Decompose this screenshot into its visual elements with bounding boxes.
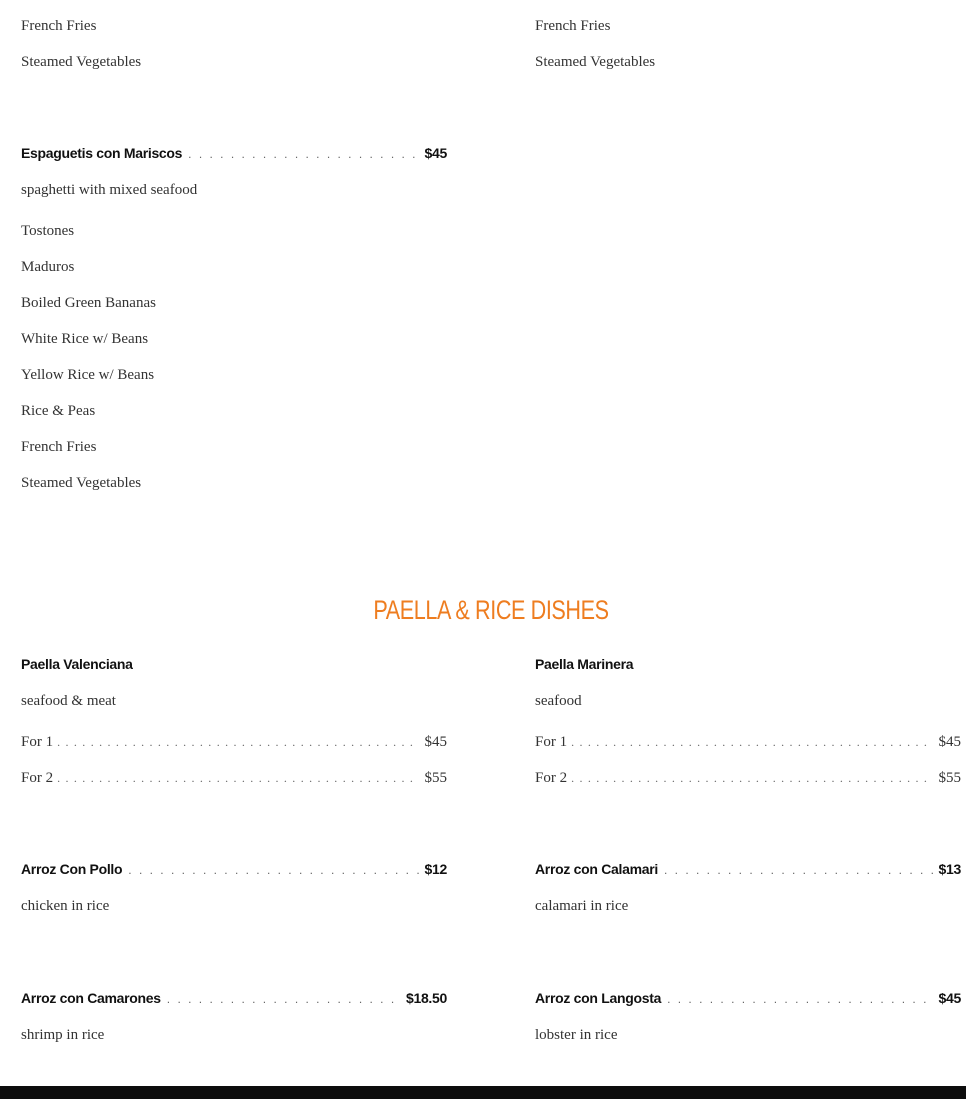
- side-item: Boiled Green Bananas: [21, 295, 156, 311]
- price-option: [535, 732, 961, 752]
- menu-item-arroz-con-calamari: [535, 859, 961, 880]
- option-label: For 2: [21, 770, 54, 786]
- option-price: $45: [424, 734, 447, 750]
- dot-leader: [128, 860, 418, 880]
- side-item: French Fries: [21, 18, 97, 34]
- price-option: [535, 768, 961, 788]
- side-item: Steamed Vegetables: [535, 54, 656, 70]
- menu-item-arroz-con-pollo: [21, 859, 447, 880]
- dot-leader: [57, 768, 416, 788]
- menu-item-name: Arroz Con Pollo: [21, 861, 123, 877]
- option-price: $55: [938, 770, 961, 786]
- dot-leader: [57, 732, 416, 752]
- menu-item-description: spaghetti with mixed seafood: [21, 182, 198, 198]
- dot-leader: [571, 768, 930, 788]
- menu-item-name: Arroz con Langosta: [535, 990, 662, 1006]
- menu-item-name: Arroz con Calamari: [535, 861, 658, 877]
- menu-item-arroz-con-camarones: [21, 988, 447, 1009]
- side-item: French Fries: [21, 439, 97, 455]
- menu-item-description: seafood & meat: [21, 693, 116, 709]
- side-item: Rice & Peas: [21, 403, 96, 419]
- side-item: Tostones: [21, 223, 75, 239]
- menu-item-name: Arroz con Camarones: [21, 990, 161, 1006]
- menu-item-arroz-con-langosta: [535, 988, 961, 1009]
- menu-item-price: $13: [938, 861, 961, 877]
- option-price: $55: [424, 770, 447, 786]
- option-label: For 1: [535, 734, 568, 750]
- dot-leader: [571, 732, 930, 752]
- menu-item-price: $45: [938, 990, 961, 1006]
- dot-leader: [667, 989, 932, 1009]
- side-item: Maduros: [21, 259, 75, 275]
- menu-item-name: Paella Valenciana: [21, 656, 133, 672]
- dot-leader: [664, 860, 933, 880]
- side-item: Steamed Vegetables: [21, 475, 142, 491]
- option-label: For 1: [21, 734, 54, 750]
- menu-item-espaguetis: [21, 143, 447, 164]
- menu-item-description: calamari in rice: [535, 898, 629, 914]
- menu-item-price: $12: [424, 861, 447, 877]
- dot-leader: [167, 989, 400, 1009]
- menu-item-price: $18.50: [405, 990, 447, 1006]
- dot-leader: [188, 144, 418, 164]
- side-item: Yellow Rice w/ Beans: [21, 367, 155, 383]
- footer-bar: [0, 1086, 966, 1099]
- menu-item-name: Espaguetis con Mariscos: [21, 145, 183, 161]
- price-option: [21, 768, 447, 788]
- menu-item-description: shrimp in rice: [21, 1027, 105, 1043]
- side-item: Steamed Vegetables: [21, 54, 142, 70]
- menu-item-name: Paella Marinera: [535, 656, 634, 672]
- section-heading-paella: PAELLA & RICE DISHES: [373, 595, 609, 625]
- price-option: [21, 732, 447, 752]
- side-item: French Fries: [535, 18, 611, 34]
- side-item: White Rice w/ Beans: [21, 331, 149, 347]
- menu-item-price: $45: [424, 145, 447, 161]
- menu-item-description: chicken in rice: [21, 898, 110, 914]
- option-label: For 2: [535, 770, 568, 786]
- menu-item-description: seafood: [535, 693, 582, 709]
- menu-item-description: lobster in rice: [535, 1027, 618, 1043]
- option-price: $45: [938, 734, 961, 750]
